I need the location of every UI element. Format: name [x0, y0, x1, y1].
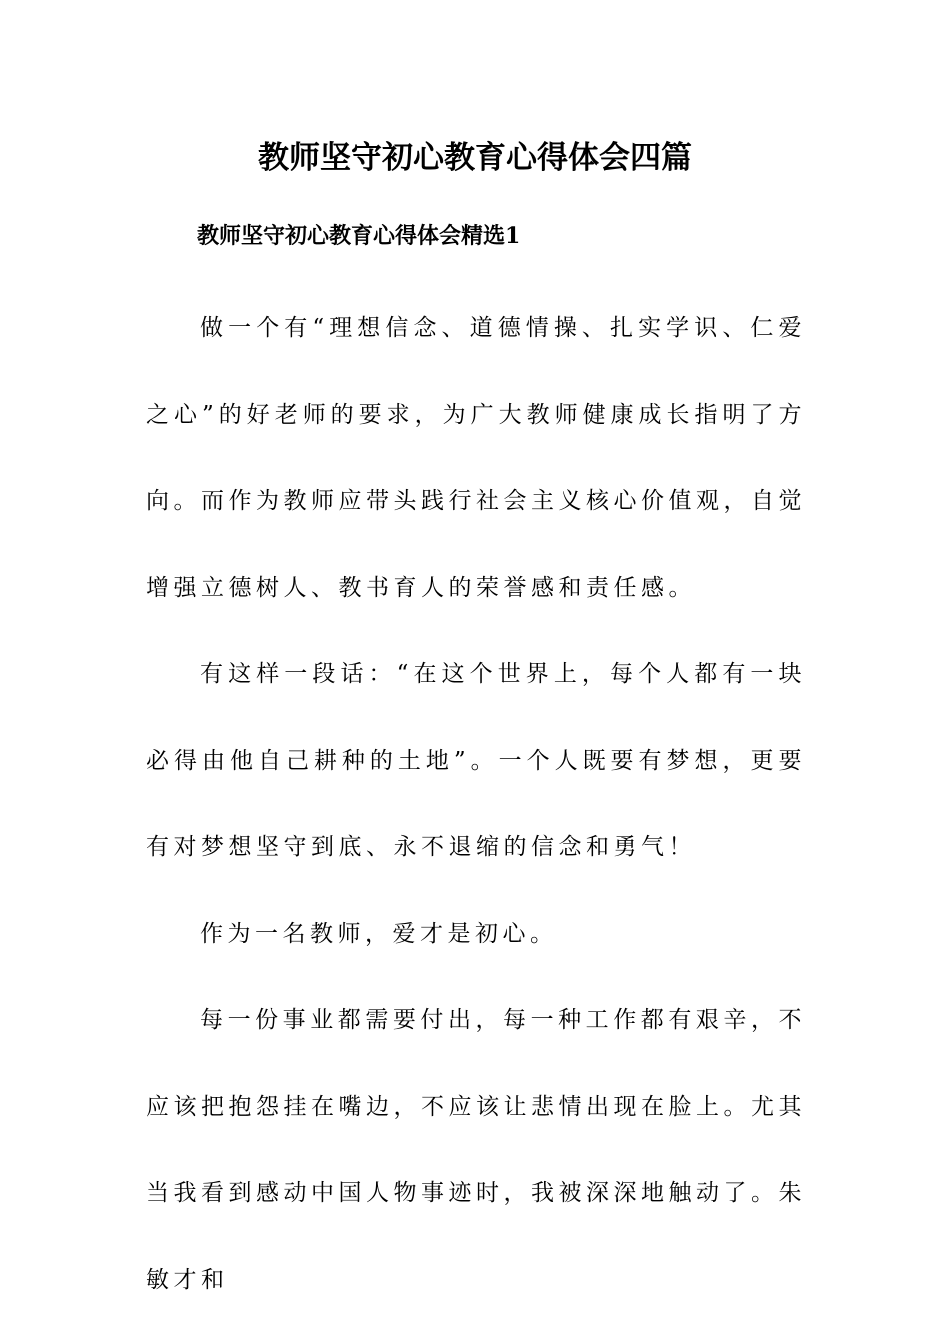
- paragraph-4: 每一份事业都需要付出，每一种工作都有艰辛，不应该把抱怨挂在嘴边，不应该让悲情出现在脸上。尤其当我看到感动中国人物事迹时，我被深深地触动了。朱敏才和: [146, 1007, 806, 1293]
- paragraph-1: 做一个有“理想信念、道德情操、扎实学识、仁爱之心”的好老师的要求，为广大教师健康成长指明了方向。而作为教师应带头践行社会主义核心价值观，自觉增强立德树人、教书育人的荣誉感和责任感。: [146, 315, 806, 601]
- paragraph-3: 作为一名教师，爱才是初心。: [200, 920, 558, 947]
- paragraph-2: 有这样一段话：“在这个世界上，每个人都有一块必得由他自己耕种的土地”。一个人既要有梦想，更要有对梦想坚守到底、永不退缩的信念和勇气！: [146, 661, 806, 860]
- section-heading: 教师坚守初心教育心得体会精选1: [197, 223, 521, 249]
- document-body: [146, 285, 806, 1323]
- document-title: 教师坚守初心教育心得体会四篇: [258, 140, 692, 176]
